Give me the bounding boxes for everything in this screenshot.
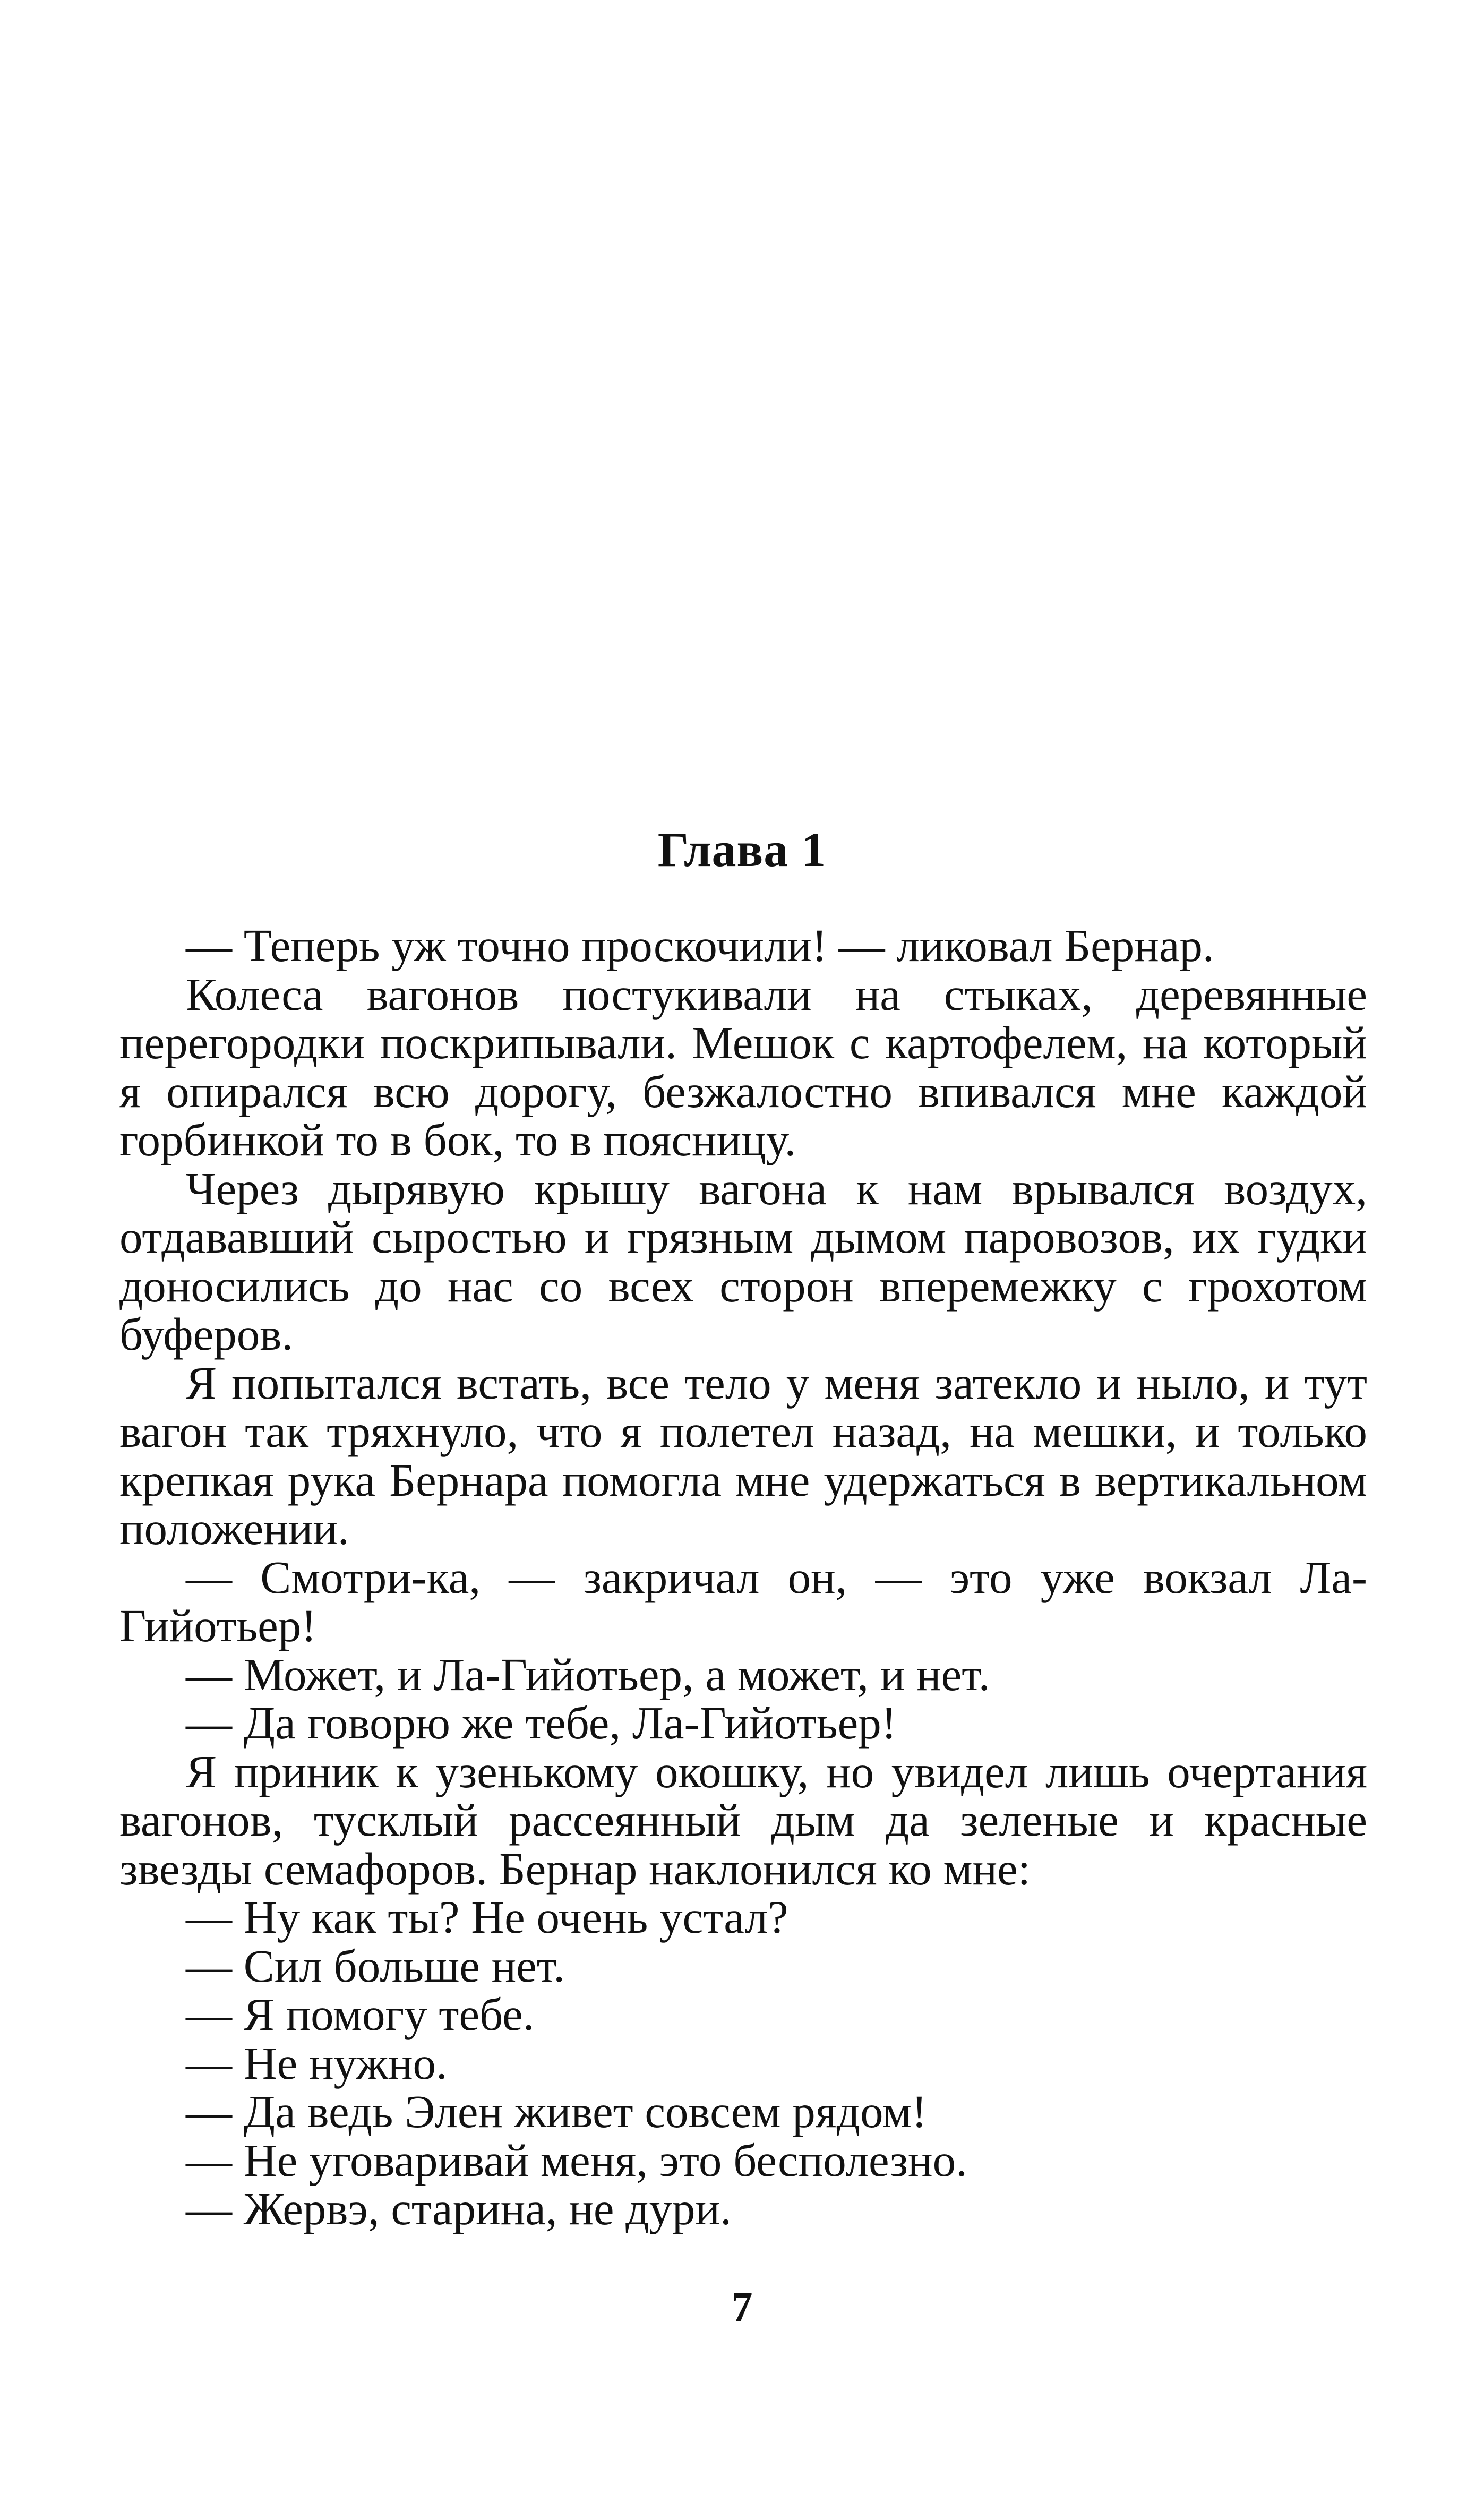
paragraph: — Да ведь Элен живет совсем рядом!: [186, 2086, 927, 2137]
paragraph: — Ну как ты? Не очень устал?: [186, 1891, 788, 1943]
paragraph: Колеса вагонов постукивали на стыках, деревянные перегородки поскрипывали. Мешок с картофелем, на который я опирался всю дорогу, безжалостно впивался мне каждой горбинкой то в бок, то в поясницу.: [119, 968, 1367, 1165]
paragraph: — Жервэ, старина, не дури.: [186, 2183, 732, 2234]
body-text: [119, 921, 1367, 2233]
paragraph: — Может, и Ла-Гийотьер, а может, и нет.: [186, 1648, 990, 1700]
paragraph: Я приник к узенькому окошку, но увидел лишь очертания вагонов, тусклый рассеянный дым да зеленые и красные звезды семафоров. Бернар наклонился ко мне:: [119, 1745, 1367, 1895]
paragraph: Через дырявую крышу вагона к нам врывался воздух, отдававший сыростью и грязным дымом паровозов, их гудки доносились до нас со всех сторон вперемежку с грохотом буферов.: [119, 1162, 1367, 1360]
paragraph: Я попытался встать, все тело у меня затекло и ныло, и тут вагон так тряхнуло, что я полетел назад, на мешки, и только крепкая рука Бернара помогла мне удержаться в вертикальном положении.: [119, 1357, 1367, 1554]
paragraph: — Я помогу тебе.: [186, 1989, 535, 2040]
paragraph: — Не уговаривай меня, это бесполезно.: [186, 2134, 967, 2186]
paragraph: — Да говорю же тебе, Ла-Гийотьер!: [186, 1697, 897, 1749]
page-number: 7: [731, 2284, 753, 2330]
chapter-title: Глава 1: [657, 822, 827, 877]
paragraph: — Не нужно.: [186, 2037, 448, 2089]
paragraph: — Сил больше нет.: [186, 1940, 565, 1992]
paragraph: — Теперь уж точно проскочили! — ликовал Бернар.: [186, 920, 1214, 971]
paragraph: — Смотри-ка, — закричал он, — это уже вокзал Ла-Гийотьер!: [119, 1551, 1367, 1651]
